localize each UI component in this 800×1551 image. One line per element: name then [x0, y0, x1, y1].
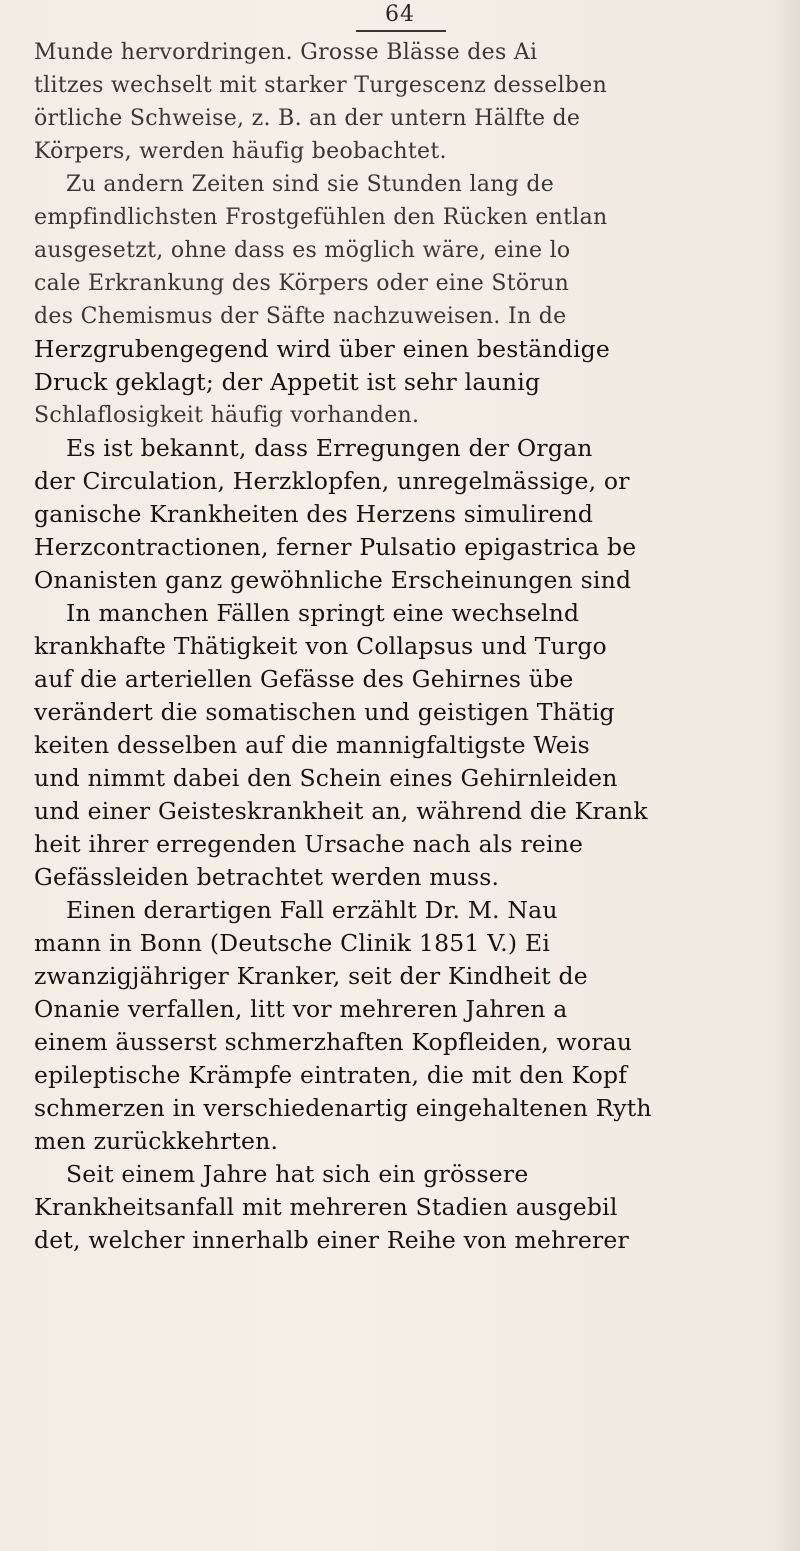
text-line: krankhafte Thätigkeit von Collapsus und Turgo: [34, 632, 607, 660]
text-line: cale Erkrankung des Körpers oder eine Störun: [34, 271, 570, 296]
text-line: Zu andern Zeiten sind sie Stunden lang de: [66, 172, 555, 197]
text-line: men zurückkehrten.: [34, 1127, 279, 1155]
text-line: In manchen Fällen springt eine wechselnd: [66, 599, 580, 627]
text-line: schmerzen in verschiedenartig eingehaltenen Ryth: [34, 1094, 652, 1122]
text-line: auf die arteriellen Gefässe des Gehirnes übe: [34, 665, 574, 693]
text-line: ausgesetzt, ohne dass es möglich wäre, eine lo: [34, 238, 571, 263]
text-line: Druck geklagt; der Appetit ist sehr launig: [34, 368, 541, 396]
text-line: und einer Geisteskrankheit an, während die Krank: [34, 797, 648, 825]
text-line: einem äusserst schmerzhaften Kopfleiden, worau: [34, 1028, 633, 1056]
text-line: Onanisten ganz gewöhnliche Erscheinungen sind: [34, 566, 632, 594]
text-line: des Chemismus der Säfte nachzuweisen. In de: [34, 304, 567, 329]
page-edge-shadow: [774, 0, 800, 1551]
text-line: heit ihrer erregenden Ursache nach als reine: [34, 830, 584, 858]
text-line: Onanie verfallen, litt vor mehreren Jahren a: [34, 995, 568, 1023]
text-line: Gefässleiden betrachtet werden muss.: [34, 863, 500, 891]
text-line: keiten desselben auf die mannigfaltigste Weis: [34, 731, 590, 759]
text-line: det, welcher innerhalb einer Reihe von mehrerer: [34, 1226, 629, 1254]
text-line: zwanzigjähriger Kranker, seit der Kindheit de: [34, 962, 588, 990]
text-line: mann in Bonn (Deutsche Clinik 1851 V.) Ei: [34, 929, 551, 957]
text-line: Herzgrubengegend wird über einen beständige: [34, 335, 611, 363]
text-line: Herzcontractionen, ferner Pulsatio epigastrica be: [34, 533, 637, 561]
text-line: ganische Krankheiten des Herzens simulirend: [34, 500, 594, 528]
text-line: der Circulation, Herzklopfen, unregelmässige, or: [34, 467, 630, 495]
text-line: und nimmt dabei den Schein eines Gehirnleiden: [34, 764, 618, 792]
text-line: verändert die somatischen und geistigen Thätig: [34, 698, 615, 726]
text-line: Munde hervordringen. Grosse Blässe des Ai: [34, 40, 538, 65]
body-text: [34, 36, 774, 1257]
text-line: Einen derartigen Fall erzählt Dr. M. Nau: [66, 896, 558, 924]
text-line: Es ist bekannt, dass Erregungen der Organ: [66, 434, 593, 462]
text-line: örtliche Schweise, z. B. an der untern Hälfte de: [34, 106, 581, 131]
page-number: 64: [385, 2, 415, 27]
header-rule: [356, 30, 446, 32]
text-line: empfindlichsten Frostgefühlen den Rücken entlan: [34, 205, 608, 230]
text-line: Körpers, werden häufig beobachtet.: [34, 139, 447, 164]
text-line: Schlaflosigkeit häufig vorhanden.: [34, 403, 420, 428]
text-line: epileptische Krämpfe eintraten, die mit den Kopf: [34, 1061, 628, 1089]
text-line: Seit einem Jahre hat sich ein grössere: [66, 1160, 529, 1188]
text-line: Krankheitsanfall mit mehreren Stadien ausgebil: [34, 1193, 618, 1221]
text-line: tlitzes wechselt mit starker Turgescenz desselben: [34, 73, 608, 98]
